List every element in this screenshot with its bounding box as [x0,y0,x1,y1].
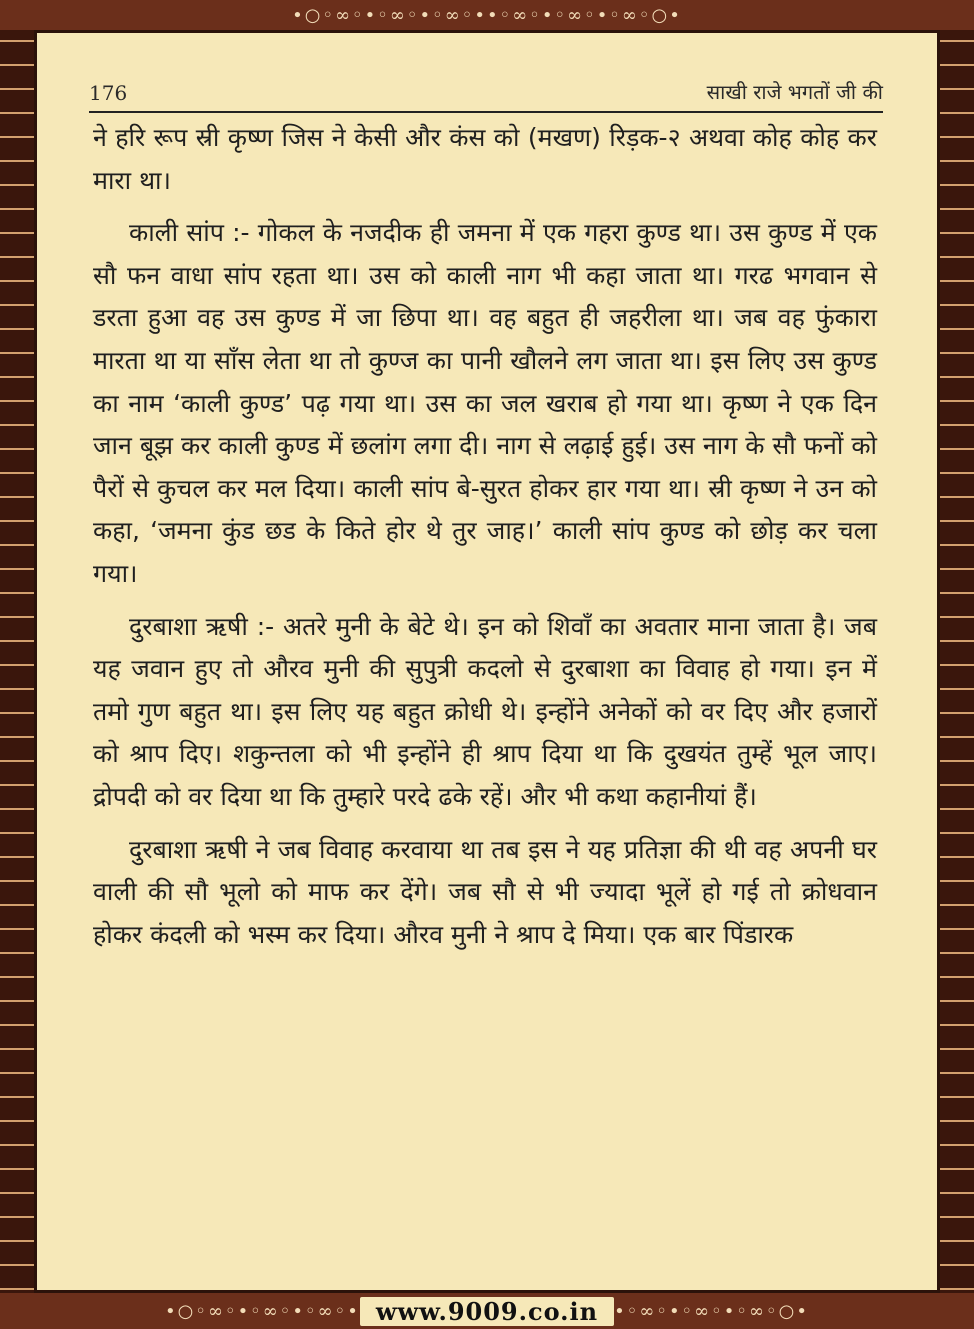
top-border-ornament [0,0,974,30]
bottom-ornament-left: •○◦∞◦•◦∞◦•◦∞◦• [165,1300,360,1322]
right-border-ornament [940,30,974,1293]
paragraph-continuation: ने हरि रूप स्री कृष्ण जिस ने केसी और कंस को (मखण) रिड़क-२ अथवा कोह कोह कर मारा था। [93,123,877,195]
page-number: 176 [89,81,128,105]
left-border-ornament [0,30,34,1293]
page-header [89,69,883,113]
website-watermark[interactable]: www.9009.co.in [360,1297,614,1326]
top-ornament-pattern-right: •◦∞◦•◦∞◦•◦∞◦○• [487,4,682,26]
bottom-ornament-right: •◦∞◦•◦∞◦•◦∞◦○• [614,1300,809,1322]
paragraph-kali-saanp: काली सांप :- गोकल के नजदीक ही जमना में एक गहरा कुण्ड था। उस कुण्ड में एक सौ फन वाधा सांप रहता था। उस को काली नाग भी कहा जाता था। गरढ भगवान से डरता हुआ वह उस कुण्ड में जा छिपा था। वह बहुत ही जहरीला था। जब वह फुंकारा मारता था या साँस लेता था तो कुण्ज का पानी खौलने लग जाता था। इस लिए उस कुण्ड का नाम ‘काली कुण्ड’ पढ़ गया था। उस का जल खराब हो गया था। कृष्ण ने एक दिन जान बूझ कर काली कुण्ड में छलांग लगा दी। नाग से लढ़ाई हुई। उस नाग के सौ फनों को पैरों से कुचल कर मल दिया। काली सांप बे-सुरत होकर हार गया था। स्री कृष्ण ने उन को कहा, ‘जमना कुंड छड के किते होर थे तुर जाह।’ काली सांप कुण्ड को छोड़ कर चला गया। [93,218,877,588]
book-page [34,30,940,1293]
top-ornament-pattern: •○◦∞◦•◦∞◦•◦∞◦• [292,4,487,26]
page-body [93,117,877,966]
running-title: साखी राजे भगतों जी की [706,80,883,104]
bottom-border [0,1293,974,1329]
paragraph-durbasha-vivah: दुरबाशा ऋषी ने जब विवाह करवाया था तब इस ने यह प्रतिज्ञा की थी वह अपनी घर वाली की सौ भूलो को माफ कर देंगे। जब सौ से भी ज्यादा भूलें हो गई तो क्रोधवान होकर कंदली को भस्म कर दिया। औरव मुनी ने श्राप दे मिया। एक बार पिंडारक [93,834,877,949]
paragraph-durbasha-rishi: दुरबाशा ऋषी :- अतरे मुनी के बेटे थे। इन को शिवाँ का अवतार माना जाता है। जब यह जवान हुए तो औरव मुनी की सुपुत्री कदलो से दुरबाशा का विवाह हो गया। इन में तमो गुण बहुत था। इस लिए यह बहुत क्रोधी थे। इन्होंने अनेकों को वर दिए और हजारों को श्राप दिए। शकुन्तला को भी इन्होंने ही श्राप दिया था कि दुखयंत तुम्हें भूल जाए। द्रोपदी को वर दिया था कि तुम्हारे परदे ढके रहें। और भी कथा कहानीयां हैं। [93,611,877,811]
